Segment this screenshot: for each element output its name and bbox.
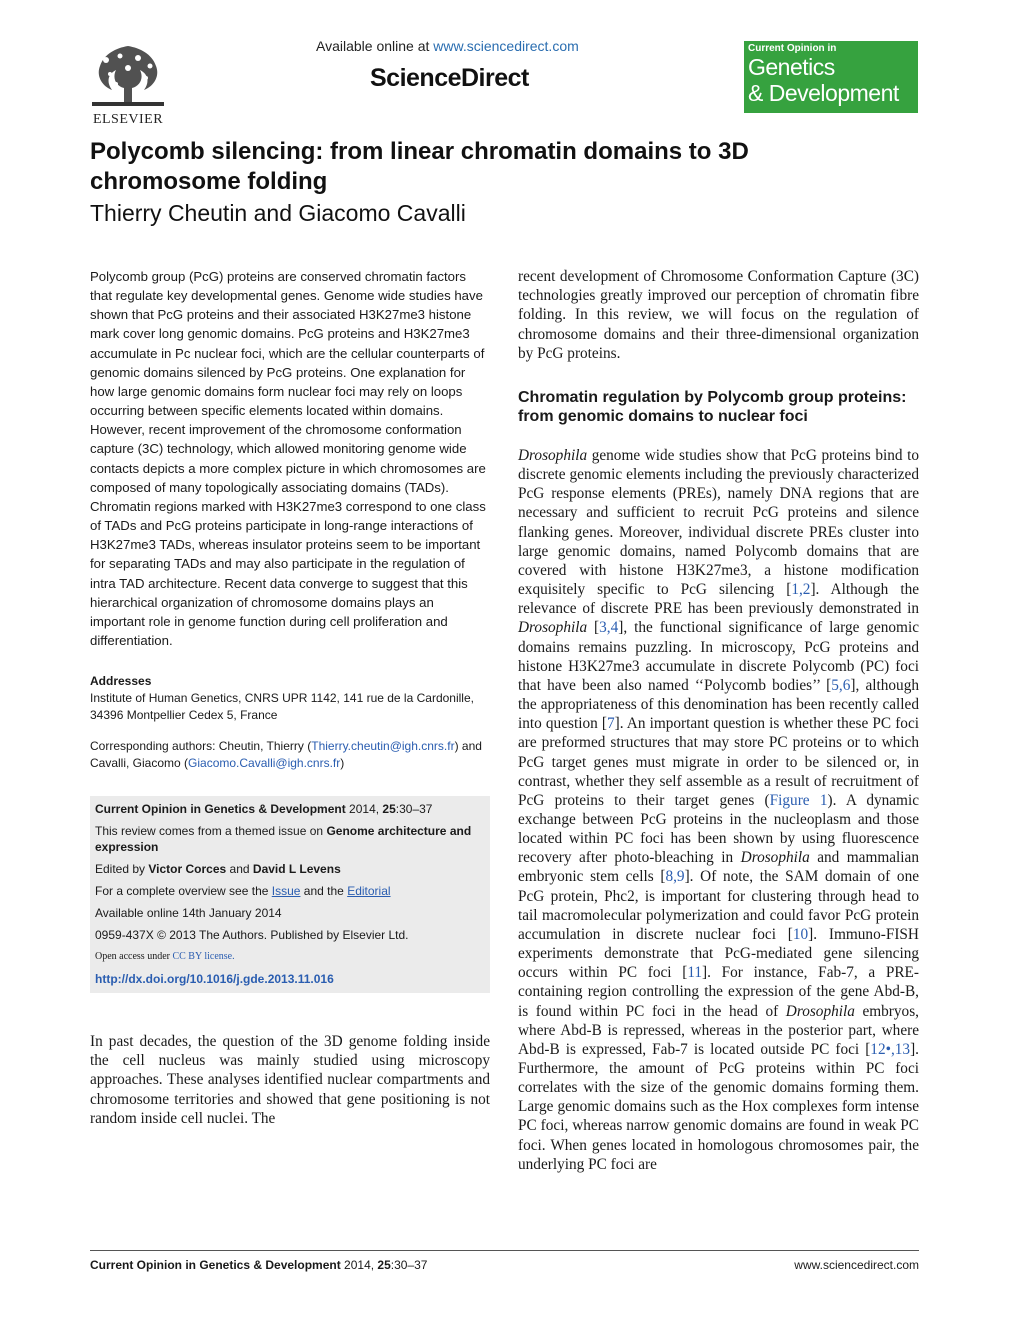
corr-mid: ) and Cavalli, Giacomo (: [90, 739, 482, 770]
journal-logo: [744, 41, 918, 113]
p2-text-8: ]. Immuno-FISH experiments demonstrate that PcG-mediated gene silencing occurs within PC foci [: [518, 925, 919, 982]
issue-link[interactable]: Issue: [271, 884, 301, 898]
info-available: Available online 14th January 2014: [95, 906, 282, 920]
info-issn: 0959-437X: [95, 928, 154, 942]
footer-pages: :30–37: [390, 1258, 428, 1272]
p2-italic-1: Drosophila: [518, 447, 588, 464]
article-authors: Thierry Cheutin and Giacomo Cavalli: [90, 200, 466, 226]
sciencedirect-url-link[interactable]: www.sciencedirect.com: [433, 38, 579, 54]
right-paragraph-1: recent development of Chromosome Conformation Capture (3C) technologies greatly improved our perception of chromatin fibre folding. In this review, we will focus on the regulation of chromosome domains and their three-dimensional organization by PcG proteins.: [518, 268, 919, 362]
info-publisher: Elsevier Ltd.: [342, 928, 409, 942]
info-overview-mid: and the: [303, 884, 344, 898]
info-open-access-prefix: Open access under: [95, 951, 170, 962]
footer-citation: [90, 1258, 427, 1272]
info-copyright-text: © 2013 The Authors. Published by: [157, 928, 340, 942]
info-journal: Current Opinion in Genetics & Development: [95, 802, 346, 816]
ref-link[interactable]: 10: [792, 925, 809, 943]
info-editors: [95, 861, 485, 877]
publisher-name: ELSEVIER: [92, 112, 164, 127]
journal-logo-line3: & Development: [748, 80, 899, 106]
addresses-text: [90, 690, 490, 724]
p2-text-10: ]. Furthermore, the amount of PcG proteins within PC foci correlates with the size of the genomic domains forming them. Large genomic domains such as the Hox complexes form intense PC foci, whereas narrow genomic domains are found in weak PC foci. When genes located in homologous chromosomes pair, the underlying PC foci are: [518, 1040, 919, 1173]
footer-url-link[interactable]: www.sciencedirect.com: [794, 1258, 919, 1272]
info-year: 2014,: [349, 802, 380, 816]
section-heading: Chromatin regulation by Polycomb group proteins: from genomic domains to nuclear foci: [518, 389, 907, 425]
p2-italic-2: Drosophila: [518, 619, 588, 637]
info-citation: [95, 801, 485, 817]
address-line-1: Institute of Human Genetics, CNRS UPR 1142, 141 rue de la Cardonille,: [90, 691, 474, 705]
p2-italic-4: Drosophila: [785, 1002, 855, 1020]
info-copyright: [95, 927, 485, 943]
p2-text-2: ]. Although the relevance of discrete PRE has been previously demonstrated in: [518, 581, 920, 618]
p2-text-9: ]. For instance, Fab-7, a PRE-containing region controlling the expression of the gene Abd-B, is found within PC foci in the head of: [518, 964, 919, 1020]
info-theme-prefix: This review comes from a themed issue on: [95, 824, 324, 838]
corr-prefix: Corresponding authors: Cheutin, Thierry (: [90, 739, 312, 753]
footer-divider: [90, 1250, 919, 1251]
p2-text-6: ). A dynamic exchange between PcG proteins in the nucleoplasm and those located within PC foci has been shown by using fluorescence recovery after photo-bleaching in: [518, 791, 919, 867]
ref-link[interactable]: 12•,13: [870, 1040, 911, 1058]
editorial-link[interactable]: Editorial: [347, 884, 391, 898]
ref-link[interactable]: 7: [606, 715, 615, 733]
ref-link[interactable]: 1,2: [791, 581, 811, 599]
intro-paragraph: In past decades, the question of the 3D genome folding inside the cell nucleus was mainly studied using microscopy approaches. These analyses identified nuclear compartments and chromosome territories and showed that gene positioning is not random inside cell nuclei. The: [90, 1033, 490, 1127]
p2-italic-3: Drosophila: [740, 849, 810, 867]
right-paragraph-2: [518, 446, 919, 1174]
p2-text-1: genome wide studies show that PcG proteins bind to discrete genomic elements including the previously characterized PcG response elements (PREs), namely DNA regions that are necessary and sufficient to recruit PcG proteins and silence flanking genes. Moreover, individual discrete PREs cluster into large genomic domains, named Polycomb domains that are covered with histone H3K27me3, a histone modification exquisitely specific to PcG silencing [: [518, 447, 919, 599]
ref-link[interactable]: 3,4: [599, 619, 619, 637]
info-overview-prefix: For a complete overview see the: [95, 884, 269, 898]
doi-link[interactable]: http://dx.doi.org/10.1016/j.gde.2013.11.016: [95, 972, 334, 986]
p2-text-2b: [: [587, 619, 600, 637]
abstract: Polycomb group (PcG) proteins are conserved chromatin factors that regulate key developmental genes. Genome wide studies have shown that PcG proteins and their associated H3K27me3 histone mark cover long genomic domains. PcG proteins and H3K27me3 accumulate in Pc nuclear foci, which are the cellular counterparts of genomic domains silenced by PcG proteins. One explanation for how large genomic domains form nuclear foci may rely on loops occurring between specific elements located within domains. However, recent improvement of the chromosome conformation capture (3C) technology, which allowed monitoring genome wide contacts depicts a more complex picture in which chromosomes are composed of many topologically associating domains (TADs). Chromatin regions marked with H3K27me3 correspond to one class of TADs and PcG proteins participate in long-range interactions of H3K27me3 TADs, whereas insulator proteins seem to be important for separating TADs and may also participate in the regulation of intra TAD architecture. Recent data converge to suggest that this hierarchical organization of chromosome domains plays an important role in genome function during cell proliferation and differentiation.: [90, 269, 486, 648]
p2-text-4: ], although the appropriateness of this denomination has been recently called into question [: [518, 676, 919, 733]
license-link[interactable]: CC BY license.: [172, 951, 235, 962]
info-pages: :30–37: [395, 802, 433, 816]
ref-link[interactable]: 11: [687, 964, 703, 982]
address-line-2: 34396 Montpellier Cedex 5, France: [90, 708, 278, 722]
info-editor-1: Victor Corces: [148, 862, 227, 876]
sciencedirect-brand: ScienceDirect: [370, 64, 529, 92]
info-overview: [95, 883, 485, 899]
journal-logo-line2: Genetics: [748, 54, 835, 80]
info-editor-2: David L Levens: [252, 862, 341, 876]
footer-volume: 25: [377, 1258, 391, 1272]
article-title: Polycomb silencing: from linear chromatin domains to 3D chromosome folding: [90, 138, 749, 195]
ref-link[interactable]: 8,9: [665, 868, 685, 886]
addresses-heading: Addresses: [90, 674, 152, 688]
email-link-cavalli[interactable]: Giacomo.Cavalli@igh.cnrs.fr: [188, 756, 341, 770]
footer-journal: Current Opinion in Genetics & Development: [90, 1258, 341, 1272]
ref-link[interactable]: 5,6: [831, 676, 851, 694]
figure-link[interactable]: Figure 1: [769, 791, 828, 809]
footer-year: 2014,: [344, 1258, 375, 1272]
available-prefix: Available online at: [316, 38, 430, 54]
corresponding-authors: [90, 738, 490, 772]
article-info-box: [90, 796, 490, 993]
p2-text-9b: embryos, where Abd-B is repressed, whereas in the posterior part, where Abd-B is expressed, Fab-7 is located outside PC foci [: [518, 1002, 919, 1058]
info-theme-name: Genome architecture and expression: [95, 824, 472, 854]
journal-logo-line1: Current Opinion in: [748, 43, 837, 54]
p2-text-5: ]. An important question is whether these PC foci are preformed structures that may store PC proteins or to which PcG target genes must migrate in order to be silenced or, in contrast, whether they self assemble as a result of recruitment of PcG proteins to their target genes (: [518, 715, 919, 809]
available-online: [316, 38, 579, 54]
email-link-cheutin[interactable]: Thierry.cheutin@igh.cnrs.fr: [311, 739, 455, 753]
info-volume: 25: [382, 802, 396, 816]
info-open-access: [95, 949, 485, 965]
p2-text-3: ], the functional significance of large genomic domains remains puzzling. In microscopy, PcG proteins and histone H3K27me3 accumulate in discrete Polycomb (PC) foci that have been also named ‘‘Polycomb bodies’’ [: [518, 619, 919, 694]
p2-text-7: ]. Of note, the SAM domain of one PcG protein, Phc2, is important for clustering through head to tail macromolecular polymerization and could favor PcG protein accumulation in discrete nuclear foci [: [518, 868, 920, 943]
corr-suffix: ): [340, 756, 345, 770]
info-edited-prefix: Edited by: [95, 862, 146, 876]
p2-text-6b: and mammalian embryonic stem cells [: [518, 849, 919, 886]
info-and: and: [229, 862, 250, 876]
info-theme: [95, 823, 485, 855]
